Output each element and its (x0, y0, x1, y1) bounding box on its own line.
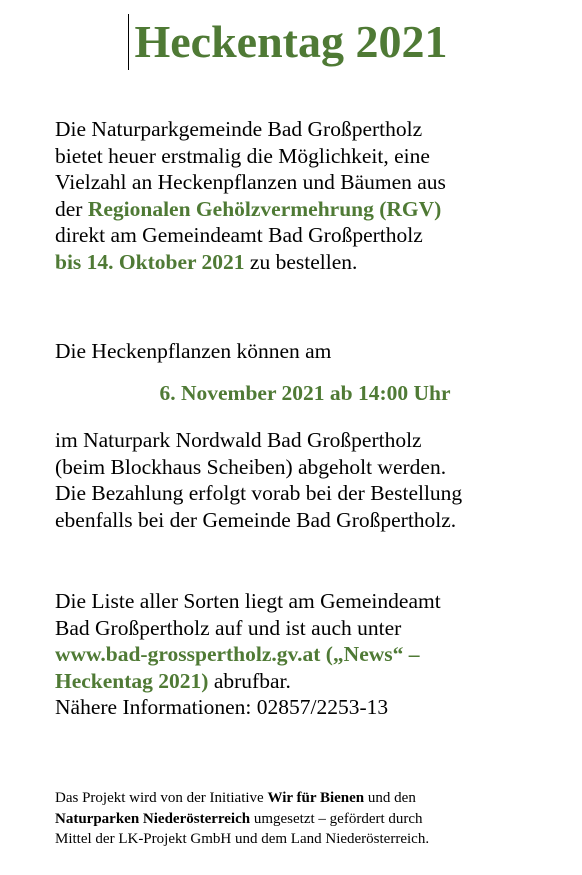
pickup-lead: Die Heckenpflanzen können am (55, 339, 332, 363)
intro-line-2: bietet heuer erstmalig die Möglichkeit, eine (55, 143, 430, 168)
pickup-paragraph (55, 427, 565, 533)
page-title: Heckentag 2021 (134, 16, 448, 67)
website-link[interactable]: www.bad-grosspertholz.gv.at („News“ – (55, 642, 420, 666)
intro-paragraph (55, 116, 565, 275)
list-paragraph (55, 588, 565, 721)
footer-line-2-suffix: umgesetzt – gefördert durch (250, 810, 423, 827)
website-link-continued[interactable]: Heckentag 2021) (55, 668, 209, 693)
intro-line-3: Vielzahl an Heckenpflanzen und Bäumen aus (55, 170, 446, 194)
footer-line-3: Mittel der LK-Projekt GmbH und dem Land Niederösterreich. (55, 831, 430, 847)
naturparks-name: Naturparken Niederösterreich (55, 810, 251, 827)
contact-info: Nähere Informationen: 02857/2253-13 (55, 695, 389, 719)
list-line-4-suffix: abrufbar. (208, 668, 291, 693)
intro-line-4-prefix: der (55, 196, 88, 221)
footer-line-1 (55, 788, 555, 809)
intro-line-6 (55, 249, 565, 276)
intro-line-5: direkt am Gemeindeamt Bad Großpertholz (55, 223, 423, 247)
footer-note (55, 788, 555, 850)
pickup-line-4: ebenfalls bei der Gemeinde Bad Großpertholz. (55, 507, 457, 532)
list-line-2: Bad Großpertholz auf und ist auch unter (55, 615, 402, 640)
rgv-highlight: Regionalen Gehölzvermehrung (RGV) (87, 196, 442, 221)
initiative-name: Wir für Bienen (267, 790, 365, 806)
pickup-line-1: im Naturpark Nordwald Bad Großpertholz (55, 428, 422, 452)
deadline-highlight: bis 14. Oktober 2021 (55, 249, 245, 274)
intro-line-1: Die Naturparkgemeinde Bad Großpertholz (55, 117, 423, 141)
list-line-4 (55, 668, 565, 695)
footer-line-1-suffix: und den (364, 790, 416, 806)
pickup-date: 6. November 2021 ab 14:00 Uhr (159, 381, 451, 405)
pickup-line-3: Die Bezahlung erfolgt vorab bei der Bestellung (55, 481, 463, 505)
footer-line-1-prefix: Das Projekt wird von der Initiative (55, 790, 268, 806)
pickup-line-2: (beim Blockhaus Scheiben) abgeholt werden. (55, 454, 447, 479)
footer-line-2 (55, 809, 555, 830)
intro-line-4 (55, 196, 565, 223)
intro-line-6-suffix: zu bestellen. (244, 249, 358, 274)
list-line-1: Die Liste aller Sorten liegt am Gemeindeamt (55, 589, 441, 613)
